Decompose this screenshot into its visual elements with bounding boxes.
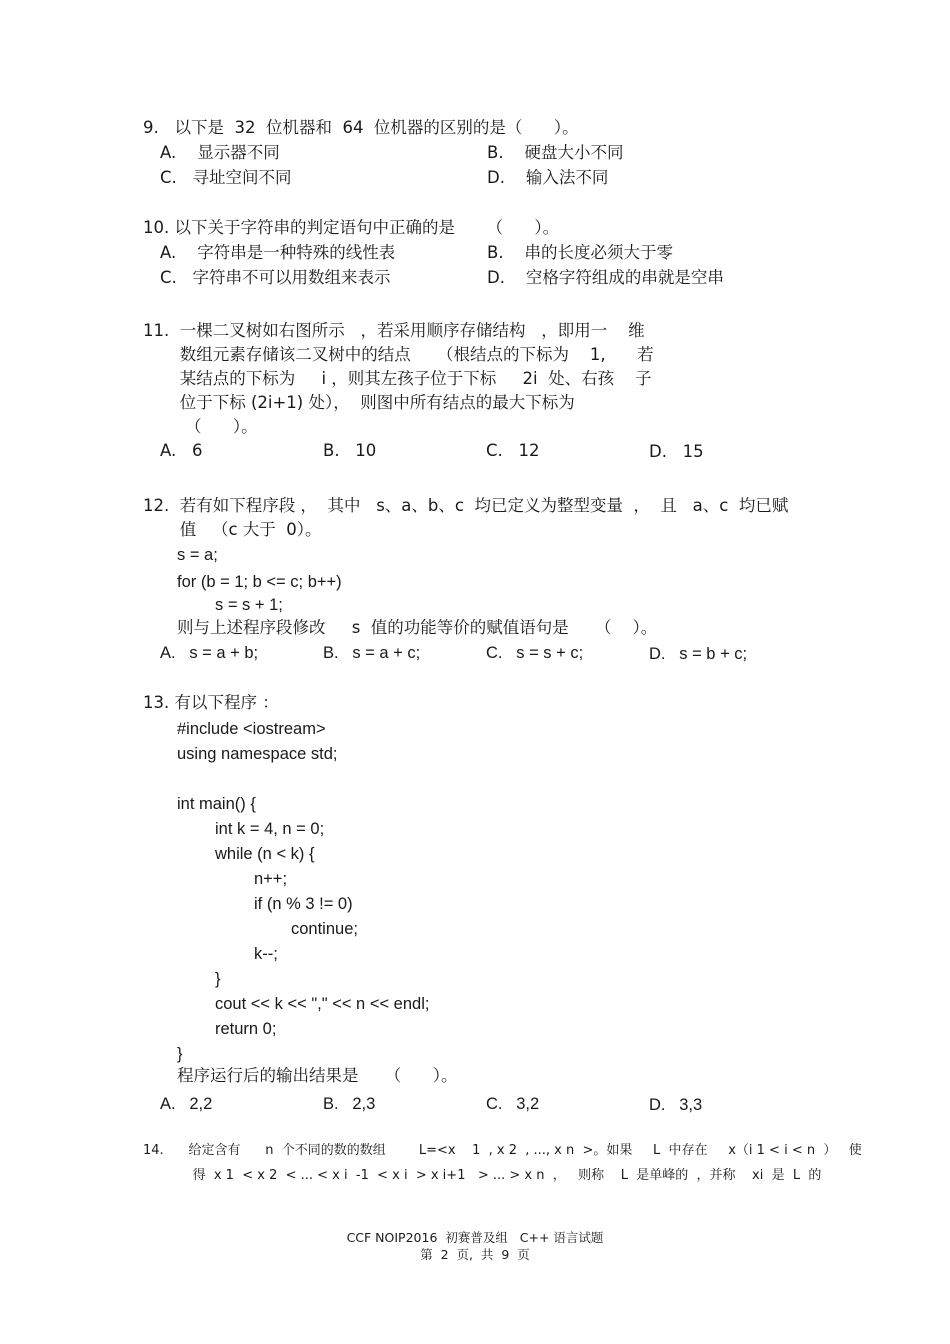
q11-line: 位于下标 (2i+1) 处）， 则图中所有结点的最大下标为 — [143, 393, 575, 412]
q13-code-line: return 0; — [215, 1020, 277, 1038]
q13-option-a: A. 2,2 — [160, 1095, 213, 1113]
q10-option-c: C. 字符串不可以用数组来表示 — [160, 268, 391, 287]
q13-code-line: if (n % 3 != 0) — [254, 895, 353, 913]
q13-option-d: D. 3,3 — [649, 1096, 703, 1114]
q12-option-c: C. s = s + c; — [486, 644, 584, 662]
q9-stem: 9. 以下是 32 位机器和 64 位机器的区别的是（ ）。 — [143, 118, 579, 137]
q13-stem: 13. 有以下程序 ： — [143, 693, 279, 712]
footer-title: CCF NOIP2016 初赛普及组 C++ 语言试题 — [346, 1230, 604, 1245]
footer-page-number: 第 2 页, 共 9 页 — [420, 1247, 530, 1262]
q13-option-b: B. 2,3 — [323, 1095, 376, 1113]
q11-line: 某结点的下标为 i ，则其左孩子位于下标 2i 处、右孩 子 — [143, 369, 652, 388]
q12-code-line: s = s + 1; — [215, 596, 283, 614]
q11-option-c: C. 12 — [486, 441, 540, 460]
q9-option-b: B. 硬盘大小不同 — [487, 143, 624, 162]
q12-code-line: for (b = 1; b <= c; b++) — [177, 573, 342, 591]
q13-option-c: C. 3,2 — [486, 1095, 540, 1113]
q12-line: 12. 若有如下程序段 ， 其中 s、a、b、c 均已定义为整型变量 ， 且 a、c 均已赋 — [143, 496, 789, 515]
q12-tail: 则与上述程序段修改 s 值的功能等价的赋值语句是 （ ）。 — [177, 618, 658, 637]
q13-code-line: int main() { — [177, 795, 256, 813]
q14-line: 得 x 1 < x 2 < ... < x i -1 < x i > x i+1 > ... > x n ， 则称 L 是单峰的 ，并称 xi 是 L 的 — [143, 1168, 822, 1183]
q12-option-d: D. s = b + c; — [649, 645, 748, 663]
q13-code-line: } — [215, 970, 221, 988]
q11-line: 数组元素存储该二叉树中的结点 （根结点的下标为 1, 若 — [143, 345, 654, 364]
q13-code-line: k--; — [254, 945, 278, 963]
q9-option-a: A. 显示器不同 — [160, 143, 280, 162]
q13-code-line: while (n < k) { — [215, 845, 315, 863]
q12-line: 值 （c 大于 0）。 — [143, 520, 322, 539]
q10-option-b: B. 串的长度必须大于零 — [487, 243, 674, 262]
q11-option-b: B. 10 — [323, 441, 377, 460]
q14-line: 14. 给定含有 n 个不同的数的数组 L=<x 1 , x 2 , ..., x n >。如果 L 中存在 x（i 1 < i < n ） 使 — [143, 1143, 862, 1158]
q11-line: 11. 一棵二叉树如右图所示 ，若采用顺序存储结构 ，即用一 维 — [143, 321, 645, 340]
q13-code-line: using namespace std; — [177, 745, 338, 763]
q11-option-a: A. 6 — [160, 441, 203, 460]
q9-option-c: C. 寻址空间不同 — [160, 168, 292, 187]
q11-option-d: D. 15 — [649, 442, 704, 461]
q13-code-line: n++; — [254, 870, 288, 888]
q10-option-d: D. 空格字符组成的串就是空串 — [487, 268, 724, 287]
q10-option-a: A. 字符串是一种特殊的线性表 — [160, 243, 396, 262]
q9-option-d: D. 输入法不同 — [487, 168, 609, 187]
q13-tail: 程序运行后的输出结果是 （ ）。 — [177, 1066, 458, 1085]
q12-option-b: B. s = a + c; — [323, 644, 421, 662]
q10-stem: 10. 以下关于字符串的判定语句中正确的是 （ ）。 — [143, 218, 560, 237]
q13-code-line: #include <iostream> — [177, 720, 326, 738]
q13-code-line: cout << k << "," << n << endl; — [215, 995, 430, 1013]
q11-line: （ ）。 — [143, 417, 258, 436]
q12-code-line: s = a; — [177, 546, 218, 564]
q12-option-a: A. s = a + b; — [160, 644, 259, 662]
q13-code-line: continue; — [291, 920, 358, 938]
q13-code-line: int k = 4, n = 0; — [215, 820, 325, 838]
q13-code-line: } — [177, 1045, 183, 1063]
